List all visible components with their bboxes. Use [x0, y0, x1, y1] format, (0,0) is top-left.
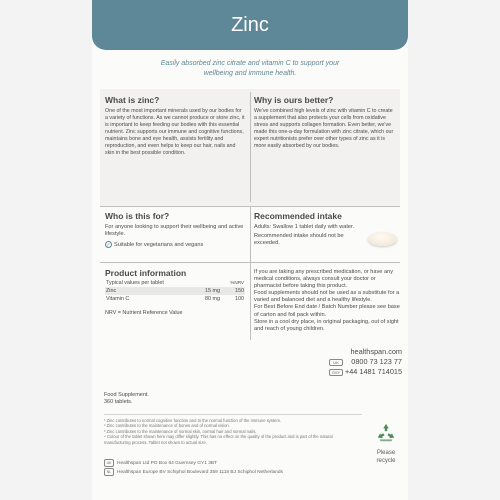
why-better-section — [254, 95, 396, 150]
product-title: Zinc — [231, 14, 269, 36]
what-heading: What is zinc? — [105, 95, 160, 105]
advice-diet: Food supplements should not be used as a substitute for a varied and balanced diet and a healthy lifestyle. — [254, 290, 400, 304]
advice-section — [254, 269, 400, 333]
gsy-phone: +44 1481 714015 — [344, 366, 402, 376]
recycle-icon — [375, 422, 397, 444]
who-body: For anyone looking to support their wellbeing and active lifestyle. — [105, 224, 244, 238]
uk-badge: UK — [329, 359, 343, 366]
website-text: healthspan.com — [350, 347, 402, 356]
what-body: One of the most important minerals used by our bodies for a variety of functions. As we cannot produce or store zinc, it is important to keep feeding our bodies with this essential nutrient. Zinc supports our immune and cognitive functions, maintains bone and eye health, assists fertility and reproduction, and even helps to keep our hair, nails and skin in the best possible condition. — [105, 108, 245, 156]
food-supplement-label: Food Supplement. 360 tablets. — [104, 392, 149, 405]
divider-vertical-top — [250, 92, 251, 202]
intake-line-1: Adults: Swallow 1 tablet daily with water. — [254, 224, 355, 230]
product-info-section — [105, 268, 245, 317]
address-uk: UK Healthspan Ltd PO Box 64 Guernsey GY1 3BT — [104, 459, 324, 467]
who-heading: Who is this for? — [105, 211, 170, 221]
nrv-header: %NRV — [230, 279, 244, 285]
footnotes: ¹ Zinc contributes to normal cognitive function and to the normal function of the immune system. ² Zinc contributes to the maintenance of bones and of normal vision. ³ Zinc contributes to the maintenance of normal skin, normal hair and normal nails. ⁴ Colour of the tablet shown here may differ slightly. This has no effect on the quality of the product and is part of the natural manufacturing process. Tablet not shown to actual size. — [104, 418, 333, 445]
background-right — [408, 0, 500, 500]
divider-vertical-mid — [250, 206, 251, 262]
advice-storage: Store in a cool dry place, in original packaging, out of sight and reach of young children. — [254, 318, 399, 332]
advice-batch: For Best Before End date / Batch Number please see base of carton and foil pack within. — [254, 304, 400, 318]
why-body: We've combined high levels of zinc with vitamin C to create a supplement that also protects your cells from oxidative stress and supports collagen formation. Even better, we've made this one-a-day formulation with zinc citrate, which our expert nutritionists prefer over other types of zinc as it is more easily absorbed by our bodies. — [254, 108, 394, 149]
product-info-heading: Product information — [105, 268, 187, 278]
intake-line-2: Recommended intake should not be exceeded. — [254, 233, 344, 247]
nrv-footnote: NRV = Nutrient Reference Value — [105, 310, 183, 317]
suitability-line — [105, 241, 245, 249]
intake-heading: Recommended intake — [254, 211, 342, 221]
tablet-image — [368, 232, 397, 246]
advice-medication: If you are taking any prescribed medication, or have any medical conditions, always consult your doctor or pharmacist before taking this product. — [254, 269, 393, 290]
divider-footer — [104, 414, 362, 415]
title-banner — [92, 0, 408, 50]
uk-phone: 0800 73 123 77 — [351, 356, 402, 366]
recycle-label: Please recycle — [376, 450, 396, 464]
divider-vertical-bottom — [250, 262, 251, 340]
contact-block — [342, 347, 402, 376]
table-row: Zinc 15 mg 150 — [106, 287, 244, 294]
tagline: Easily absorbed zinc citrate and vitamin C to support your wellbeing and immune health. — [160, 60, 340, 77]
why-heading: Why is ours better? — [254, 95, 334, 105]
nutrition-table — [105, 279, 245, 303]
what-is-zinc-section — [105, 95, 245, 157]
address-nl: NL Healthspan Europe BV Schiphol Boulevard 359 1118 BJ Schiphol Netherlands — [104, 468, 324, 476]
table-header-row — [105, 279, 245, 287]
suitability-text: Suitable for vegetarians and vegans — [114, 242, 204, 249]
who-section — [105, 211, 245, 250]
subheading: Typical values per tablet — [106, 279, 164, 286]
check-circle-icon: ✓ — [106, 242, 111, 249]
table-row: Vitamin C 80 mg 100 — [106, 295, 244, 302]
gsy-badge: GSY — [329, 369, 343, 376]
background-left — [0, 0, 92, 500]
recycle-block — [373, 422, 399, 465]
